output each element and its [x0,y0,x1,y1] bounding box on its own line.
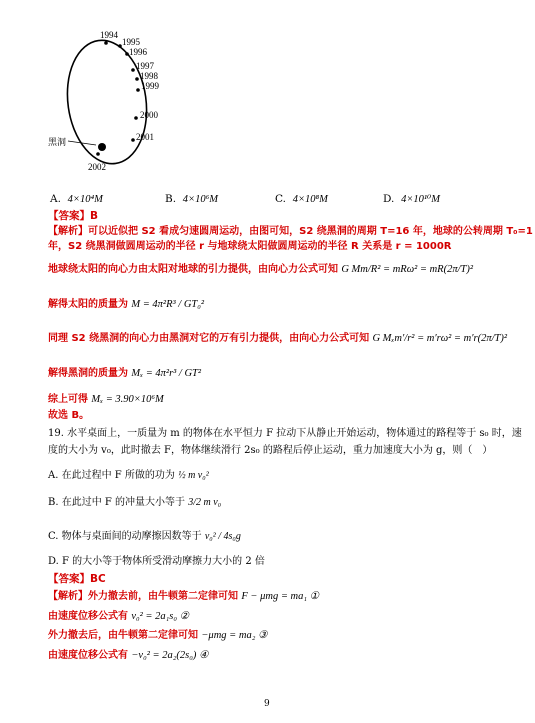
q19-stem-line1: 19. 水平桌面上，一质量为 m 的物体在水平恒力 F 拉动下从静止开始运动，物体通过的路程等于 s₀ 时，速 [48,428,522,439]
q19-analysis-3-text: 外力撤去后，由牛顿第二定律可知 [48,630,198,641]
q18-answer: 【答案】B [48,210,99,222]
option-d-text: 4×10¹⁰M [401,194,441,205]
option-d-letter: D. [383,193,395,205]
q19-option-b-text: B. 在此过中 F 的冲量大小等于 [48,497,186,508]
orbit-point-2002 [96,152,100,156]
orbit-point-1997 [131,68,135,72]
option-c-letter: C. [275,193,286,205]
q18-line4 [48,297,204,312]
q18-line6-text: 解得黑洞的质量为 [48,368,128,379]
orbit-diagram [30,30,170,185]
q18-option-b [165,192,218,207]
q18-line3 [48,262,473,277]
orbit-point-1994 [104,41,108,45]
orbit-year-label-1999: 1999 [141,81,159,91]
q19-option-c-text: C. 物体与桌面间的动摩擦因数等于 [48,531,202,542]
orbit-year-label-2000: 2000 [140,110,158,120]
q18-option-c [275,192,328,207]
page-number: 9 [264,699,270,709]
q19-analysis-line4 [48,648,208,663]
orbit-year-label-1996: 1996 [129,47,147,57]
q19-option-a [48,469,209,483]
q19-option-b-eq: 3/2 m v₀ [188,497,222,508]
option-b-letter: B. [165,193,177,205]
q19-analysis-2-text: 由速度位移公式有 [48,611,128,622]
q18-analysis-line1: 【解析】可以近似把 S2 看成匀速圆周运动，由图可知，S2 绕黑洞的周期 T=16 年，地球的公转周期 T₀=1 [48,226,533,237]
orbit-year-label-2002: 2002 [88,162,106,172]
q19-analysis-line3 [48,628,267,643]
option-c-text: 4×10⁸M [292,194,328,205]
q19-answer: 【答案】BC [48,573,106,585]
q18-option-d [383,192,440,207]
orbit-points [88,30,160,172]
q18-line5 [48,331,507,346]
q18-line3-eq: G Mm/R² = mRω² = mR(2π/T)² [341,264,473,275]
q18-line7-text: 综上可得 [48,394,88,405]
q18-line7-eq: Mₓ = 3.90×10⁶M [91,394,164,405]
q19-analysis-2-eq: v₀² = 2a₁s₀ ② [131,611,190,622]
q18-line7 [48,392,164,407]
q19-option-c-eq: v₀² / 4s₀g [204,531,241,542]
q18-line3-text: 地球绕太阳的向心力由太阳对地球的引力提供，由向心力公式可知 [48,264,338,275]
blackhole-dot [98,143,106,151]
q18-line6 [48,366,201,381]
q19-analysis-line1 [48,589,319,604]
orbit-year-label-1997: 1997 [136,61,154,71]
option-a-text: 4×10⁴M [67,194,103,205]
q18-conclusion: 故选 B。 [48,410,90,421]
q18-line5-eq: G Mₓm′/r² = m′rω² = m′r(2π/T)² [372,333,508,344]
q19-stem-line2: 度的大小为 v₀，此时撤去 F，物体继续滑行 2s₀ 的路程后停止运动，重力加速度大小为 g，则（ ） [48,445,493,456]
q19-option-a-eq: ½ m v₀² [178,470,209,481]
q19-option-c [48,530,241,544]
q18-analysis-line2: 年，S2 绕黑洞做圆周运动的半径 r 与地球绕太阳做圆周运动的半径 R 关系是 r = 1000R [48,241,452,252]
q19-option-d: D. F 的大小等于物体所受滑动摩擦力大小的 2 倍 [48,556,265,567]
blackhole-label: 黑洞 [48,138,67,148]
orbit-point-2001 [131,138,135,142]
q19-analysis-4-eq: −v₀² = 2a₂(2s₀) ④ [131,650,209,661]
q19-analysis-3-eq: −μmg = ma₂ ③ [201,630,268,641]
orbit-year-label-2001: 2001 [136,132,154,142]
q19-analysis-line2 [48,609,189,624]
orbit-point-2000 [134,116,138,120]
option-b-text: 4×10⁶M [182,194,218,205]
q19-analysis-1-eq: F − μmg = ma₁ ① [241,591,320,602]
option-a-letter: A. [50,193,61,205]
orbit-year-label-1998: 1998 [140,71,158,81]
orbit-year-label-1994: 1994 [100,30,118,40]
q18-line4-text: 解得太阳的质量为 [48,299,128,310]
orbit-point-1998 [135,77,139,81]
q18-line4-eq: M = 4π²R³ / GT₀² [131,299,205,310]
q19-analysis-1-text: 【解析】外力撤去前，由牛顿第二定律可知 [48,591,238,602]
q19-option-a-text: A. 在此过程中 F 所做的功为 [48,470,175,481]
orbit-point-1999 [136,88,140,92]
q18-line6-eq: Mₓ = 4π²r³ / GT² [131,368,202,379]
q18-option-a [50,192,103,207]
orbit-year-label-1995: 1995 [122,37,140,47]
q19-analysis-4-text: 由速度位移公式有 [48,650,128,661]
q18-line5-text: 同理 S2 绕黑洞的向心力由黑洞对它的万有引力提供，由向心力公式可知 [48,333,370,344]
q19-option-b [48,496,221,510]
